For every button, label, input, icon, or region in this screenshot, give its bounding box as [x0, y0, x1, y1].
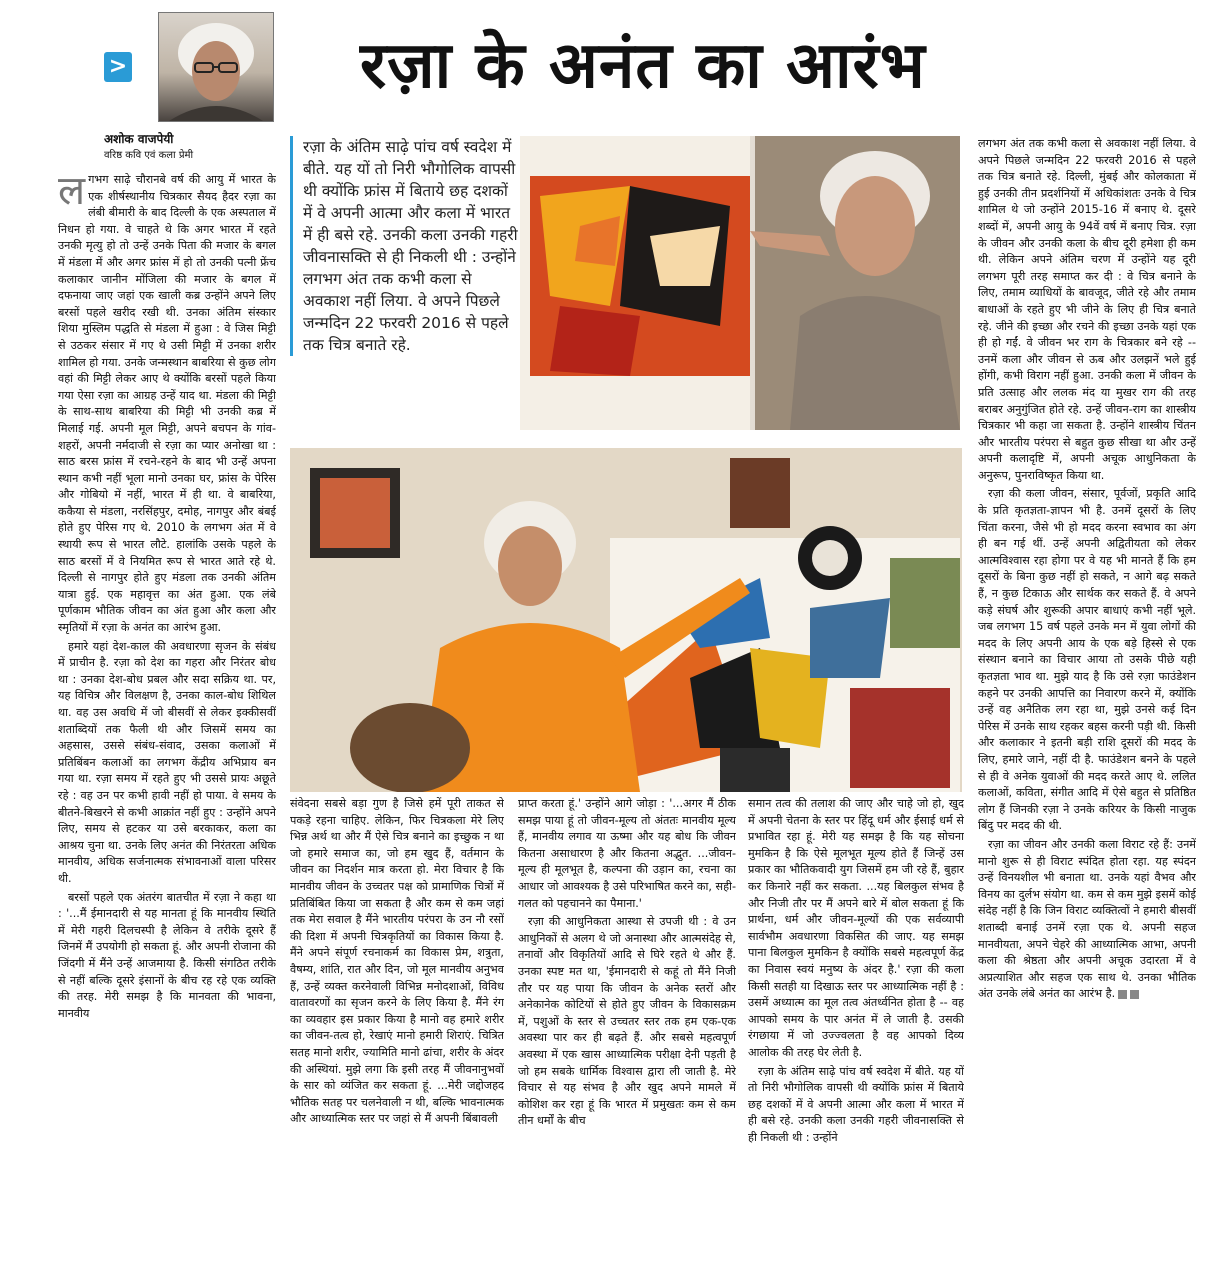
paragraph: समान तत्व की तलाश की जाए और चाहे जो हो, खुद में अपनी चेतना के स्तर पर हिंदू धर्म और ईसाई धर्म से प्रभावित रहा हूं. मेरी यह समझ है कि यह सोचना मुमकिन है कि ऐसे मूलभूत मूल्य होते हैं जिन्हें उस प्रकार का भौतिकवादी युग जिसमें हम जी रहे हैं, बुहार कर किनारे नहीं कर सकता. ...यह बिलकुल संभव है और निजी तौर पर मैं अपने बारे में बोल सकता हूं कि प्रार्थना, धर्म और जीवन-मूल्यों की एक सर्वव्यापी सार्वभौम अवधारणा विकसित की जाए. यह समझ पाना बिलकुल मुमकिन है क्योंकि सबसे महत्वपूर्ण केंद्र का निवास स्वयं मनुष्य के अंदर है.' रज़ा की कला किसी सतही या दिखाऊ स्तर पर आध्यात्मिक नहीं है : उसमें अध्यात्म का मूल तत्व अंतर्ध्वनित होता है -- वह आपको समय के पार अनंत में ले जाती है. उसकी रंगछाया में जो उज्ज्वलता है वह आपको दिव्य आलोक की तरह घेर लेती है.: [748, 797, 964, 1059]
author-photo: [158, 12, 274, 122]
paragraph: संवेदना सबसे बड़ा गुण है जिसे हमें पूरी ताकत से पकड़े रहना चाहिए. लेकिन, फिर चित्रकला मेरे लिए भिन्न अर्थ था और मैं ऐसे चित्र बनाने का इच्छुक न था जो हमारे समाज का, जो हम खुद हैं, वर्तमान के जीवन का निदर्शन मात्र करता हो. मेरा विचार है कि मानवीय जीवन के उच्चतर पक्ष को प्रामाणिक चित्रों में प्रतिबिंबित किया जा सकता है और कम से कम जहां तक मेरा सवाल है मैंने भारतीय परंपरा के उन नौ रसों की दिशा में अपनी चित्रकृतियों का विकास किया है. मैंने अपने संपूर्ण रचनाकर्म का विकास प्रेम, शत्रुता, वैषम्य, शांति, रात और दिन, जो मूल मानवीय अनुभव हैं, उन्हें व्यक्त करनेवाली विभिन्न मनोदशाओं, विविध वातावरणों का सृजन करने के लिए किया है. मैंने रंग का व्यवहार इस प्रकार किया है मानो वह हमारे शरीर का जीवन-तत्व हो, रेखाएं मानो हमारी शिराएं. चित्रित सतह मानो शरीर, ज्यामिति मानो ढांचा, शरीर के अंदर की अस्थियां. मुझे लगा कि इसी तरह मैं जीवनानुभवों के सार को व्यंजित कर सकता हूं. ...मेरी जद्दोजहद भौतिक सतह पर चलनेवाली न थी, बल्कि भावनात्मक और आध्यात्मिक स्तर पर जहां से मैं अपनी बिंबावली: [290, 797, 504, 1126]
pull-quote: रज़ा के अंतिम साढ़े पांच वर्ष स्वदेश में बीते. यह यों तो निरी भौगोलिक वापसी थी क्योंकि फ्रांस में बिताये छह दशकों में वे अपनी आत्मा और कला में भारत में ही बसे रहे. उनकी कला उनकी गहरी जीवनासक्ति से ही निकली थी : उन्होंने लगभग अंत तक कभी कला से अवकाश नहीं लिया. वे अपने पिछले जन्मदिन 22 फरवरी 2016 से पहले तक चित्र बनाते रहे.: [290, 136, 521, 356]
paragraph: प्राप्त करता हूं.' उन्होंने आगे जोड़ा : '...अगर मैं ठीक समझ पाया हूं तो जीवन-मूल्य तो अंततः मानवीय मूल्य हैं, मानवीय लगाव या ऊष्मा और यह बोध कि जीवन कितना असाधारण है और कितना अद्भुत. ...जीवन-मूल्य ही मूलभूत है, कल्पना की उड़ान का, रचना का आधार जो आवश्यक है उसे परिभाषित करने का, सही-गलत को पहचानने का पैमाना.': [518, 797, 736, 910]
headline: रज़ा के अनंत का आरंभ: [360, 29, 926, 103]
author-role: वरिष्ठ कवि एवं कला प्रेमी: [104, 150, 194, 161]
column-5: [978, 136, 1196, 1234]
author-name: अशोक वाजपेयी: [104, 132, 174, 146]
drop-cap: ल: [58, 172, 86, 214]
chevron-right-icon: >: [104, 52, 132, 82]
end-mark-icon: [1130, 990, 1139, 999]
paragraph: हमारे यहां देश-काल की अवधारणा सृजन के संबंध में प्राचीन है. रज़ा को देश का गहरा और निरंतर बोध था : उनका देश-बोध प्रबल और सदा सक्रिय था. पर, यह विचित्र और विलक्षण है, उनका काल-बोध शिथिल था. वह उस अवधि में जो बीसवीं से लेकर इक्कीसवीं शताब्दियों तक फैली थी और जिसमें समय का अहसास, उससे संबंध-संवाद, उसका कलाओं में प्रतिबिंबन कलाओं का लगभग केंद्रीय अभिप्राय बन गया था. रज़ा समय में रहते हुए भी उससे प्रायः अछूते रहे : वह उन पर कभी हावी नहीं हो पाया. वे समय के बीतने-बिखरने से कभी आक्रांत नहीं हुए : उन्होंने अपने लिए, समय से हटकर या उसे बरकाकर, कला का आश्रय चुना था. उनके लिए अनंत की निरंतरता अधिक मानवीय, अधिक सर्जनात्मक संभावनाओं वाला परिसर थी.: [58, 639, 276, 885]
paragraph: लगभग अंत तक कभी कला से अवकाश नहीं लिया. वे अपने पिछले जन्मदिन 22 फरवरी 2016 से पहले तक चित्र बनाते रहे. दिल्ली, मुंबई और कोलकाता में हुई उनकी तीन प्रदर्शनियों में अधिकांशतः उनके वे चित्र शामिल थे जो उन्होंने 2015-16 में बनाए थे. दूसरे शब्दों में, अपनी आयु के 94वें वर्ष में बनाए चित्र. रज़ा के जीवन और उनकी कला के बीच दूरी हमेशा ही कम थी. लेकिन अपने अंतिम चरण में उन्होंने यह दूरी लगभग पूरी तरह समाप्त कर दी : वे चित्र बनाने के लिए, तमाम व्याधियों के बावजूद, जीते रहे और तमाम बाधाओं के रहते हुए भी जीने के लिए ही चित्र बनाते रहे. जीने की इच्छा और रचने की इच्छा उनके यहां एक ही हो गईं. वे जीवन भर राग के चित्रकार बने रहे -- उनमें कला और जीवन से ऊब और उलझनें भले हुई होंगी, कभी विराग नहीं हुआ. उनकी कला में जीवन के प्रति उत्साह और ललक मंद या मुखर राग की तरह बराबर अनुगुंजित होते रहे. उन्हें जीवन-राग का शास्त्रीय चित्रकार भी कहा जा सकता है. उन्होंने शास्त्रीय चिंतन और भारतीय परंपरा से बहुत कुछ सीखा था और उन्हें अपनी कलादृष्टि में, अपनी अचूक आधुनिकता के अनुरूप, पुनराविष्कृत किया था.: [978, 137, 1196, 482]
column-3: [518, 796, 736, 1234]
photo-painter-at-canvas: [520, 136, 960, 430]
paragraph: [978, 837, 1196, 1003]
paragraph: रज़ा की कला जीवन, संसार, पूर्वजों, प्रकृति आदि के प्रति कृतज्ञता-ज्ञापन भी है. उनमें दूसरों के लिए चिंता करना, जैसे भी हो मदद करना स्वभाव का अंग ही बन गई थीं. उन्हें अपनी अद्वितीयता को लेकर आत्मविश्वास रहा होगा पर वे यह भी मानते हैं कि हम दूसरों के बिना कुछ नहीं हो सकते, न आगे बढ़ सकते हैं, न कुछ टिकाऊ और सार्थक कर सकते हैं. वे अपने कड़े संघर्ष और शुरूकी अपार बाधाएं कभी नहीं भूले. जब लगभग 15 वर्ष पहले उनके मन में युवा लोगों की मदद के लिए अपनी आय के एक बड़े हिस्से से एक संस्थान बनाने का विचार आया तो उसके पीछे यही कृतज्ञता भाव था. मुझे याद है कि उसे रज़ा फाउंडेशन कहने पर उनकी आपत्ति का निवारण करने में, क्योंकि उन्हें वह अनैतिक लग रहा था, मुझे उनसे कई दिन पेरिस में उनके साथ रहकर बहस करनी पड़ी थी. किसी और कलाकार ने इतनी बड़ी राशि दूसरों की मदद के लिए, हमारे जाने, नहीं दी है. फाउंडेशन बनने के पहले से ही वे अनेक युवाओं की मदद करते आए थे. ललित कलाओं, कविता, संगीत आदि में ऐसे बहुत से प्रतिष्ठित लोग हैं जिनकी रज़ा ने उनके करियर के किसी नाजुक बिंदु पर मदद की थी.: [978, 487, 1196, 833]
photo-painter-orange-kurta: [290, 448, 962, 792]
paragraph: रज़ा के अंतिम साढ़े पांच वर्ष स्वदेश में बीते. यह यों तो निरी भौगोलिक वापसी थी क्योंकि फ्रांस में बिताये छह दशकों में वे अपनी आत्मा और कला में भारत में ही बसे रहे. उनकी कला उनकी गहरी जीवनासक्ति से ही निकली थी : उन्होंने: [748, 1064, 964, 1144]
paragraph-text: गभग साढ़े चौरानबे वर्ष की आयु में भारत के एक शीर्षस्थानीय चित्रकार सैयद हैदर रज़ा का लंबी बीमारी के बाद दिल्ली के एक अस्पताल में निधन हो गया. वे चाहते थे कि अगर भारत में रहते उनकी मृत्यु हो तो उन्हें उनके पिता की मजार के बगल में मंडला में और अगर फ्रांस में हो तो उनकी पत्नी फ्रेंच कलाकार जानीन मोंजिला की मजार के बगल में दफनाया जाए जहां एक खाली कब्र उन्होंने अपने लिए बरसों पहले खरीद रखी थी. उनका अंतिम संस्कार शिया मुस्लिम पद्धति से मंडला में हुआ : वे जिस मिट्टी से उठकर संसार में गए थे उसी मिट्टी में उनका शरीर शामिल हो गया. उनके जन्मस्थान बाबरिया से कुछ लोग वहां की मिट्टी लेकर आए थे क्योंकि बरसों पहले किया गया ऐसा रज़ा का आग्रह उन्हें याद था. मंडला की मिट्टी के साथ-साथ बाबरिया की मिट्टी भी उनकी कब्र में मिलाई गई. अपनी मूल मिट्टी, अपने बचपन के गांव-शहरों, अपनी नर्मदाजी से रज़ा का प्यार अनोखा था : साठ बरस फ्रांस में रचने-रहने के बाद भी उन्हें अपना स्थान कभी नहीं भूला मानो उनका घर, फ्रांस के पेरिस और गोबियो में नहीं, भारत में ही था. वे बाबरिया, ककैया से मंडला, नरसिंहपुर, दमोह, नागपुर और बंबई होते हुए पेरिस गए थे. 2010 के लगभग अंत में वे स्थायी रूप से भारत लौटे. हालांकि उसके पहले के साठ बरसों में वे नियमित रूप से भारत आते रहे थे. दिल्ली से नागपुर होते हुए मंडला तक उनकी अंतिम यात्रा हुई. एक महावृत्त का अंत हुआ. एक लंबे पूर्णकाम भौतिक जीवन का अंत हुआ और कला और स्मृतियों में रज़ा के अनंत का आरंभ हुआ.: [58, 173, 276, 635]
end-mark-icon: [1118, 990, 1127, 999]
column-4: [748, 796, 964, 1234]
paragraph: बरसों पहले एक अंतरंग बातचीत में रज़ा ने कहा था : '...मैं ईमानदारी से यह मानता हूं कि मानवीय स्थिति में मेरी गहरी दिलचस्पी है लेकिन वे तरीके दूसरे हैं जिनमें मैं उपयोगी हो सकता हूं. और अपनी रोजाना की जिंदगी में मैंने उन्हें आजमाया है. किसी संगठित तरीके से नहीं बल्कि दूसरे इंसानों के बीच रह रहे एक व्यक्ति की तरह. मेरी समझ है कि मानवता की भावना, मानवीय: [58, 890, 276, 1020]
column-1: [58, 172, 276, 1234]
column-2: [290, 796, 504, 1234]
paragraph: रज़ा की आधुनिकता आस्था से उपजी थी : वे उन आधुनिकों से अलग थे जो अनास्था और आत्मसंदेह से, तनावों और विकृतियों आदि से घिरे रहते थे और हैं. उनका स्पष्ट मत था, 'ईमानदारी से कहूं तो मैंने निजी तौर पर यह पाया कि जीवन के अनेक स्तरों और अनेकानेक कोटियों से होते हुए जीवन के विकासक्रम में, पशुओं के स्तर से उच्चतर स्तर तक हम एक-एक अवस्था पार कर ही बढ़ते हैं. और सबसे महत्वपूर्ण अवस्था में एक खास आध्यात्मिक परीक्षा देनी पड़ती है जो हम सबके धार्मिक विश्वास द्वारा ली जाती है. मेरे विचार से यह संभव है और खुद अपने मामले में कोशिश कर रहा हूं कि भारत में प्रमुखतः कम से कम तीन धर्मों के बीच: [518, 915, 736, 1128]
paragraph: [58, 172, 276, 637]
paragraph-text: रज़ा का जीवन और उनकी कला विराट रहे हैं: उनमें मानो शुरू से ही विराट स्पंदित होता रहा. यह स्पंदन उन्हें विनयशील भी बनाता था. उनके यहां वैभव और विनय का दुर्लभ संयोग था. कम से कम मुझे इसमें कोई संदेह नहीं है कि जिन विराट व्यक्तित्वों ने हमारी बीसवीं शताब्दी बनाई उनमें रज़ा एक थे. अपनी सहज मानवीयता, अपने चेहरे की आध्यात्मिक आभा, अपनी कला की श्रेष्ठता और अपनी अचूक उदारता में वे अप्रत्याशित और सहज एक साथ थे. उनका भौतिक अंत उनके लंबे अनंत का आरंभ है.: [978, 837, 1196, 1001]
